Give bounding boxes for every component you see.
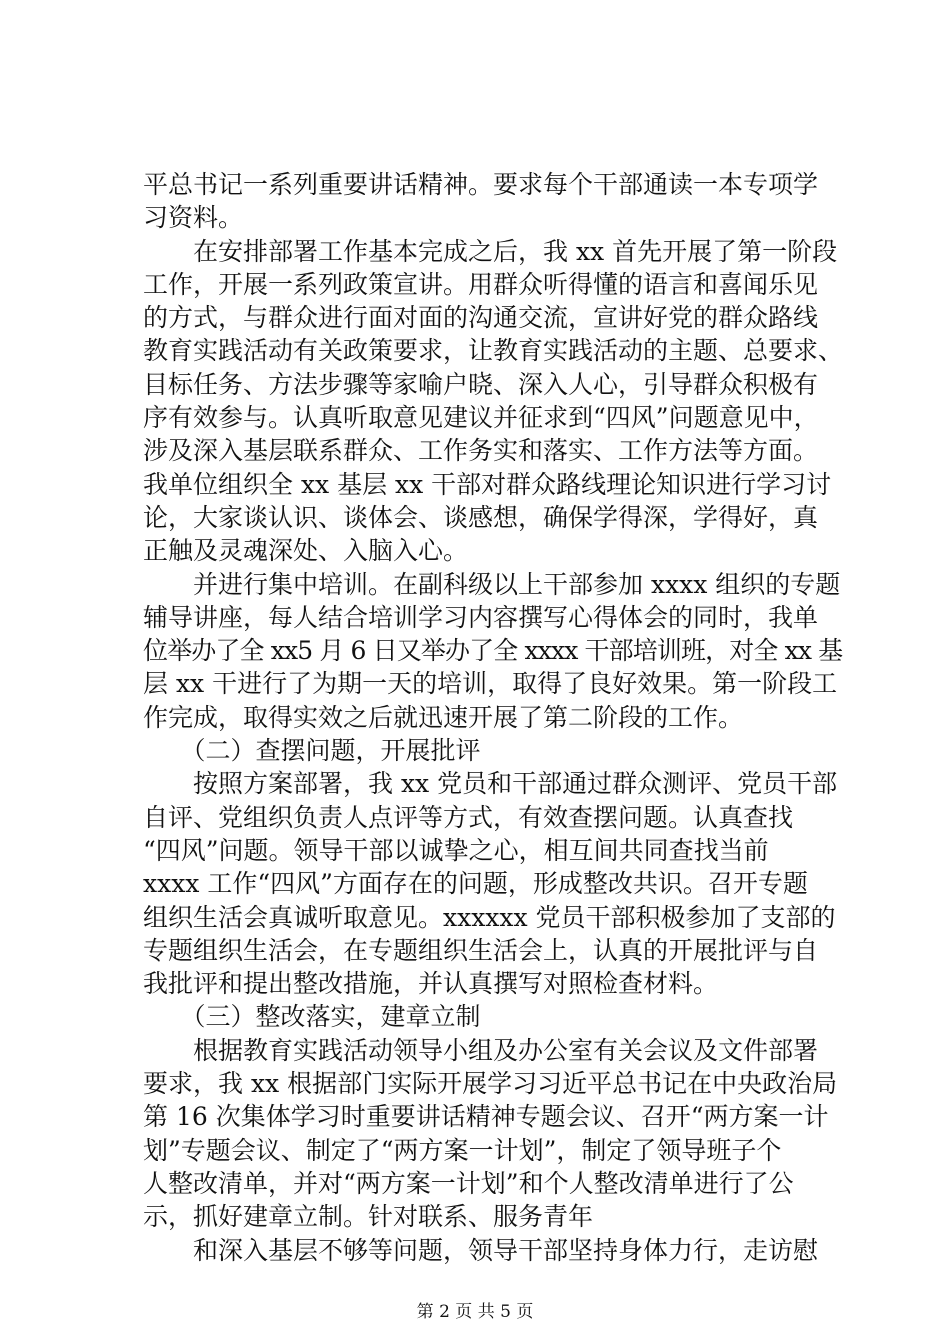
text-line: 教育实践活动有关政策要求，让教育实践活动的主题、总要求、 bbox=[143, 336, 844, 366]
text-line: 和深入基层不够等问题，领导干部坚持身体力行，走访慰 bbox=[143, 1235, 819, 1265]
text-line: 位举办了全 xx5 月 6 日又举办了全 xxxx 干部培训班，对全 xx 基 bbox=[143, 636, 843, 666]
text-line: 论，大家谈认识、谈体会、谈感想，确保学得深，学得好，真 bbox=[143, 502, 819, 532]
text-line: 目标任务、方法步骤等家喻户晓、深入人心，引导群众积极有 bbox=[143, 369, 819, 399]
text-line: 辅导讲座，每人结合培训学习内容撰写心得体会的同时，我单 bbox=[143, 602, 819, 632]
text-line: xxxx 工作“四风”方面存在的问题，形成整改共识。召开专题 bbox=[143, 869, 808, 899]
text-line: （二）查摆问题，开展批评 bbox=[143, 736, 481, 766]
text-line: 在安排部署工作基本完成之后，我 xx 首先开展了第一阶段 bbox=[143, 236, 838, 266]
text-line: 正触及灵魂深处、入脑入心。 bbox=[143, 536, 469, 566]
text-line: 我单位组织全 xx 基层 xx 干部对群众路线理论知识进行学习讨 bbox=[143, 469, 832, 499]
page-footer: 第 2 页 共 5 页 bbox=[416, 1302, 534, 1322]
text-line: 层 xx 干进行了为期一天的培训，取得了良好效果。第一阶段工 bbox=[143, 669, 838, 699]
body-text bbox=[143, 168, 843, 1267]
text-line: 我批评和提出整改措施，并认真撰写对照检查材料。 bbox=[143, 969, 719, 999]
text-line: 根据教育实践活动领导小组及办公室有关会议及文件部署 bbox=[143, 1035, 819, 1065]
text-line: 习资料。 bbox=[143, 203, 244, 233]
text-line: 的方式，与群众进行面对面的沟通交流，宣讲好党的群众路线 bbox=[143, 303, 819, 333]
text-line: 专题组织生活会，在专题组织生活会上，认真的开展批评与自 bbox=[143, 935, 819, 965]
text-line: 自评、党组织负责人点评等方式，有效查摆问题。认真查找 bbox=[143, 802, 794, 832]
text-line: 作完成，取得实效之后就迅速开展了第二阶段的工作。 bbox=[143, 702, 744, 732]
text-line: 工作，开展一系列政策宣讲。用群众听得懂的语言和喜闻乐见 bbox=[143, 269, 819, 299]
text-line: 按照方案部署，我 xx 党员和干部通过群众测评、党员干部 bbox=[143, 769, 838, 799]
text-line: “四风”问题。领导干部以诚挚之心，相互间共同查找当前 bbox=[143, 835, 769, 865]
text-line: 要求，我 xx 根据部门实际开展学习习近平总书记在中央政治局 bbox=[143, 1069, 838, 1099]
text-line: 划”专题会议、制定了“两方案一计划”，制定了领导班子个 bbox=[143, 1135, 782, 1165]
text-line: 组织生活会真诚听取意见。xxxxxx 党员干部积极参加了支部的 bbox=[143, 902, 836, 932]
text-line: （三）整改落实，建章立制 bbox=[143, 1002, 481, 1032]
text-line: 序有效参与。认真听取意见建议并征求到“四风”问题意见中， bbox=[143, 403, 819, 433]
text-line: 平总书记一系列重要讲话精神。要求每个干部通读一本专项学 bbox=[143, 170, 819, 199]
text-line: 并进行集中培训。在副科级以上干部参加 xxxx 组织的专题 bbox=[143, 569, 841, 599]
text-line: 涉及深入基层联系群众、工作务实和落实、工作方法等方面。 bbox=[143, 436, 819, 466]
text-line: 示，抓好建章立制。针对联系、服务青年 bbox=[143, 1202, 594, 1232]
text-line: 人整改清单，并对“两方案一计划”和个人整改清单进行了公 bbox=[143, 1168, 794, 1198]
text-line: 第 16 次集体学习时重要讲话精神专题会议、召开“两方案一计 bbox=[143, 1102, 829, 1132]
